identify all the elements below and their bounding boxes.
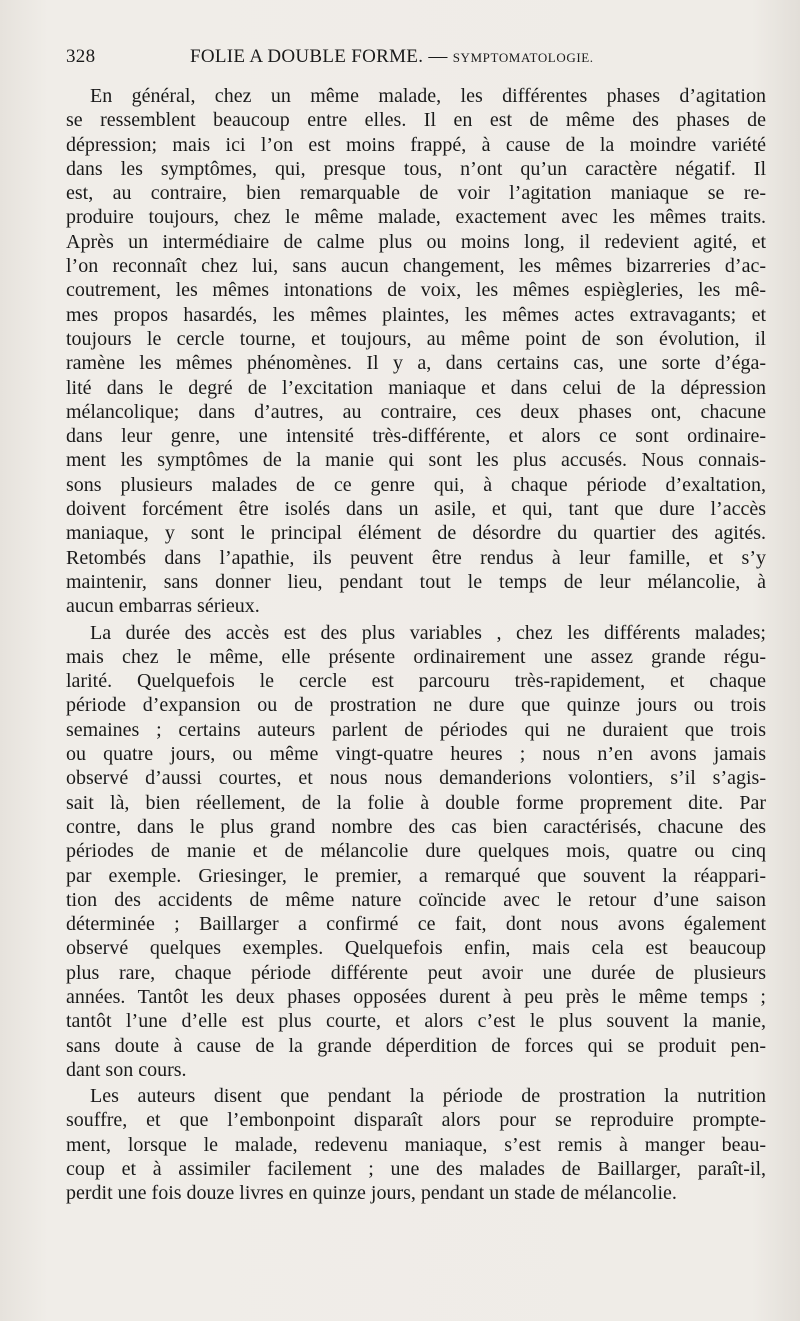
text-line: ment les symptômes de la manie qui sont les plus accusés. Nous connais- (66, 449, 766, 472)
text-line: produire toujours, chez le même malade, exactement avec les mêmes traits. (66, 206, 766, 229)
running-title (190, 46, 594, 68)
text-line: années. Tantôt les deux phases opposées durent à peu près le même temps ; (66, 985, 766, 1008)
text-line: période d’expansion ou de prostration ne dure que quinze jours ou trois (66, 694, 766, 717)
text-line: Retombés dans l’apathie, ils peuvent être rendus à leur famille, et s’y (66, 546, 766, 569)
text-line: dant son cours. (66, 1058, 187, 1081)
text-line: se ressemblent beaucoup entre elles. Il en est de même des phases de (66, 109, 766, 132)
text-line: coutrement, les mêmes intonations de voix, les mêmes espiègleries, les mê- (66, 279, 766, 302)
text-line: l’on reconnaît chez lui, sans aucun changement, les mêmes bizarreries d’ac- (66, 255, 766, 278)
text-line: par exemple. Griesinger, le premier, a remarqué que souvent la réappari- (66, 864, 766, 887)
text-line: La durée des accès est des plus variables , chez les différents malades; (90, 621, 766, 644)
text-line: plus rare, chaque période différente peut avoir une durée de plusieurs (66, 961, 766, 984)
text-line: est, au contraire, bien remarquable de voir l’agitation maniaque se re- (66, 182, 766, 205)
text-line: souffre, et que l’embonpoint disparaît alors pour se reproduire prompte- (66, 1109, 766, 1132)
text-line: tantôt l’une d’elle est plus courte, et alors c’est le plus souvent la manie, (66, 1010, 766, 1033)
text-line: lité dans le degré de l’excitation maniaque et dans celui de la dépression (66, 376, 766, 399)
text-line: doivent forcément être isolés dans un asile, et qui, tant que dure l’accès (66, 498, 766, 521)
text-line: observé quelques exemples. Quelquefois enfin, mais cela est beaucoup (66, 937, 766, 960)
section-title: SYMPTOMATOLOGIE. (452, 50, 594, 65)
text-line: maintenir, sans donner lieu, pendant tout le temps de leur mélancolie, à (66, 570, 766, 593)
chapter-title: FOLIE A DOUBLE FORME. (190, 46, 424, 67)
text-line: dans les symptômes, qui, presque tous, n’ont qu’un caractère négatif. Il (66, 157, 766, 180)
paragraph (66, 1084, 766, 1205)
text-line: dans leur genre, une intensité très-différente, et alors ce sont ordinaire- (66, 425, 766, 448)
text-line: dépression; mais ici l’on est moins frappé, à cause de la moindre variété (66, 133, 766, 156)
text-line: mes propos hasardés, les mêmes plaintes, les mêmes actes extravagants; et (66, 303, 766, 326)
text-line: toujours le cercle tourne, et toujours, au même point de son évolution, il (66, 327, 766, 350)
text-line: Après un intermédiaire de calme plus ou moins long, il redevient agité, et (66, 230, 766, 253)
text-line: sons plusieurs malades de ce genre qui, à chaque période d’exaltation, (66, 473, 766, 496)
paragraph (66, 621, 766, 1083)
text-line: observé d’aussi courtes, et nous nous demanderions volontiers, s’il s’agis- (66, 767, 766, 790)
text-line: coup et à assimiler facilement ; une des malades de Baillarger, paraît-il, (66, 1158, 766, 1181)
title-separator: — (428, 46, 448, 67)
text-line: mélancolique; dans d’autres, au contraire, ces deux phases ont, chacune (66, 400, 766, 423)
text-line: tion des accidents de même nature coïncide avec le retour d’une saison (66, 888, 766, 911)
text-line: perdit une fois douze livres en quinze jours, pendant un stade de mélancolie. (66, 1182, 677, 1205)
text-line: sans doute à cause de la grande déperdition de forces qui se produit pen- (66, 1034, 766, 1057)
text-line: maniaque, y sont le principal élément de désordre du quartier des agités. (66, 522, 766, 545)
text-line: Les auteurs disent que pendant la période de prostration la nutrition (90, 1085, 766, 1108)
text-line: périodes de manie et de mélancolie dure quelques mois, quatre ou cinq (66, 840, 766, 863)
text-line: semaines ; certains auteurs parlent de périodes qui ne duraient que trois (66, 718, 766, 741)
text-line: larité. Quelquefois le cercle est parcouru très-rapidement, et chaque (66, 670, 766, 693)
text-line: En général, chez un même malade, les différentes phases d’agitation (90, 85, 766, 107)
text-line: aucun embarras sérieux. (66, 595, 260, 618)
text-line: ment, lorsque le malade, redevenu maniaque, s’est remis à manger beau- (66, 1133, 766, 1156)
body-text (66, 84, 766, 1206)
text-line: déterminée ; Baillarger a confirmé ce fait, dont nous avons également (66, 913, 766, 936)
text-line: mais chez le même, elle présente ordinairement une assez grande régu- (66, 645, 766, 668)
text-line: ou quatre jours, ou même vingt-quatre heures ; nous n’en avons jamais (66, 743, 766, 766)
paragraph (66, 84, 766, 619)
text-line: contre, dans le plus grand nombre des cas bien caractérisés, chacune des (66, 815, 766, 838)
page-number: 328 (66, 46, 96, 67)
text-line: sait là, bien réellement, de la folie à double forme proprement dite. Par (66, 791, 766, 814)
text-line: ramène les mêmes phénomènes. Il y a, dans certains cas, une sorte d’éga- (66, 352, 766, 375)
running-header (66, 46, 766, 74)
